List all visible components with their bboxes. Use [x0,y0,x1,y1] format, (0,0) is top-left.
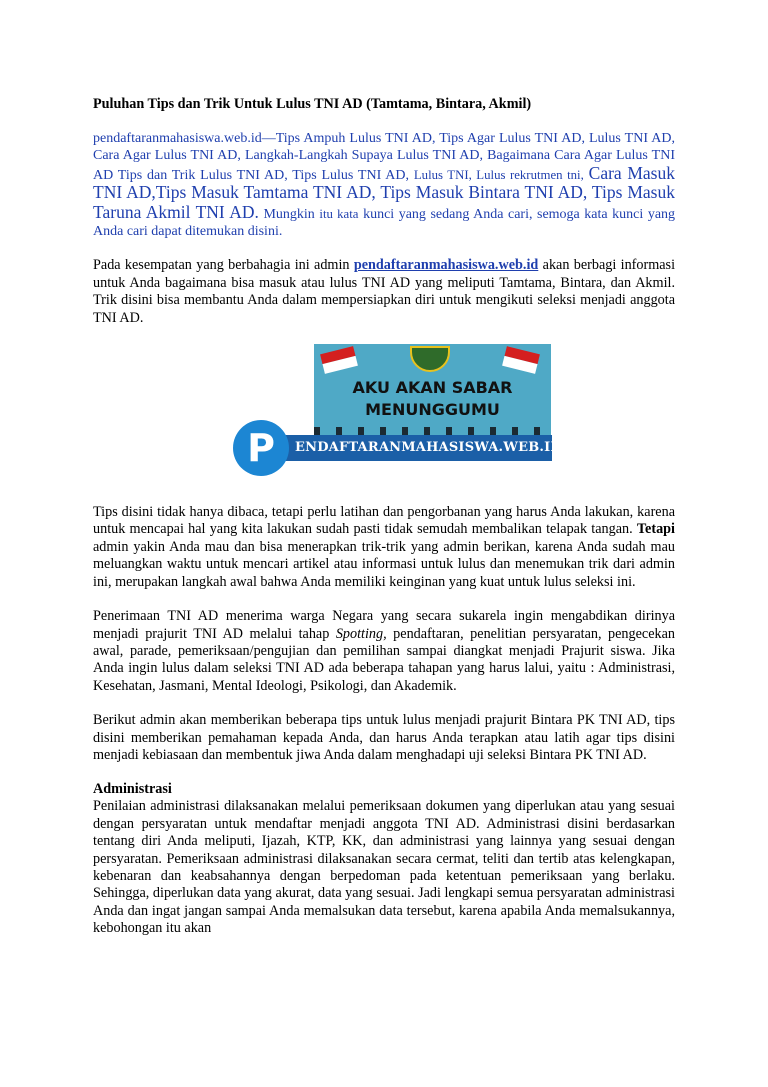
keyword-text-4a: Mungkin [263,206,315,222]
intro-text-after: akan berbagi informasi untuk Anda bagaimana bisa masuk atau lulus TNI AD yang meliputi Tamtama, Bintara, dan Akmil. Trik disini bisa membantu Anda dalam mempersiapkan diri untuk mengikuti seleksi menjadi anggota TNI AD. [93,257,676,326]
tips-paragraph [93,504,675,591]
intro-paragraph [93,257,675,327]
penerimaan-text-before: Penerimaan TNI AD menerima warga Negara yang secara sukarela ingin mengabdikan dirinya menjadi prajurit TNI AD melalui tahap [93,608,675,642]
site-link[interactable]: pendaftaranmahasiswa.web.id [353,257,539,274]
tips-bold-word: Tetapi [636,521,675,538]
site-logo [233,420,593,478]
keyword-text-large: Cara Masuk TNI AD,Tips Masuk Tamtama TNI AD, Tips Masuk Bintara TNI AD, Tips Masuk Taruna Akmil TNI AD. [93,162,675,222]
penerimaan-paragraph [93,608,675,695]
army-crest-icon [410,346,450,372]
keyword-text-4b: itu kata [319,206,359,221]
tips-text-after: admin yakin Anda mau dan bisa menerapkan trik-trik yang admin berikan, karena Anda sudah mau meluangkan waktu untuk mencari artikel atau informasi untuk lulus dan menemukan trik dari admin ini, merupakan langkah awal bahwa Anda memiliki keinginan yang kuat untuk lulus seleksi ini. [93,538,675,590]
section-heading-administrasi: Administrasi [93,781,172,798]
keyword-text-2: Lulus TNI, Lulus rekrutmen tni, [413,167,584,182]
berikut-paragraph: Berikut admin akan memberikan beberapa tips untuk lulus menjadi prajurit Bintara PK TNI AD, tips disini memberikan pemahaman kepada Anda, dan harus Anda terapkan atau latih agar tips disini menjadi kebiasaan dan membentuk jiwa Anda dalam menghadapi uji seleksi Bintara PK TNI AD. [93,712,675,763]
document-title: Puluhan Tips dan Trik Untuk Lulus TNI AD (Tamtama, Bintara, Akmil) [93,96,532,112]
flag-left-icon [320,346,358,374]
poster-line-1: AKU AKAN SABAR [352,378,513,398]
administrasi-paragraph: Penilaian administrasi dilaksanakan melalui pemeriksaan dokumen yang diperlukan atau yang sesuai dengan persyaratan untuk mendaftar menjadi anggota TNI AD. Administrasi disini berdasarkan tentang diri Anda meliputi, Ijazah, KTP, KK, dan administrasi yang lainnya yang sesuai dengan persyaratan. Pemeriksaan administrasi dilaksanakan secara cermat, teliti dan tertib atas kelengkapan, kebenaran dan keabsahannya dengan berpedoman pada ketentuan pemeriksaan yang berlaku. Sehingga, diperlukan data yang akurat, data yang sesuai. Jadi lengkapi semua persyaratan administrasi Anda dan ingat jangan sampai Anda memalsukan data tersebut, karena apabila Anda memalsukannya, kebohongan itu akan [93,798,675,937]
logo-text-bar: ENDAFTARANMAHASISWA.WEB.ID [277,435,552,461]
keyword-text-5: kunci yang sedang Anda cari, semoga kata kunci yang Anda cari dapat ditemukan disini. [93,206,676,240]
keyword-paragraph [93,130,675,240]
tips-text-before: Tips disini tidak hanya dibaca, tetapi perlu latihan dan pengorbanan yang harus Anda lakukan, karena untuk mencapai hal yang kita lakukan sudah pasti tidak semudah membalikan telapak tangan. [93,504,675,538]
banner-image [93,344,675,494]
intro-text-before: Pada kesempatan yang berbahagia ini admin [93,257,350,274]
penerimaan-text-after: pendaftaran, penelitian persyaratan, pengecekan awal, parade, pemeriksaan/pengujian dan pemilihan sampai diangkat menjadi Prajurit siswa. Jika Anda ingin lulus dalam seleksi TNI AD ada beberapa tahapan yang harus lalui, yaitu : Administrasi, Kesehatan, Jasmani, Mental Ideologi, Psikologi, dan Akademik. [93,625,675,694]
keyword-text-1: pendaftaranmahasiswa.web.id—Tips Ampuh Lulus TNI AD, Tips Agar Lulus TNI AD, Lulus TNI AD, Cara Agar Lulus TNI AD, Langkah-Langkah Supaya Lulus TNI AD, Bagaimana Cara Agar Lulus TNI AD Tips dan Trik Lulus TNI AD, Tips Lulus TNI AD, [93,131,675,183]
document-page [93,96,675,938]
logo-p-icon: P [233,420,289,476]
flag-right-icon [502,346,540,374]
poster-line-2: MENUNGGUMU [365,400,500,420]
spotting-italic: Spotting, [335,625,387,642]
